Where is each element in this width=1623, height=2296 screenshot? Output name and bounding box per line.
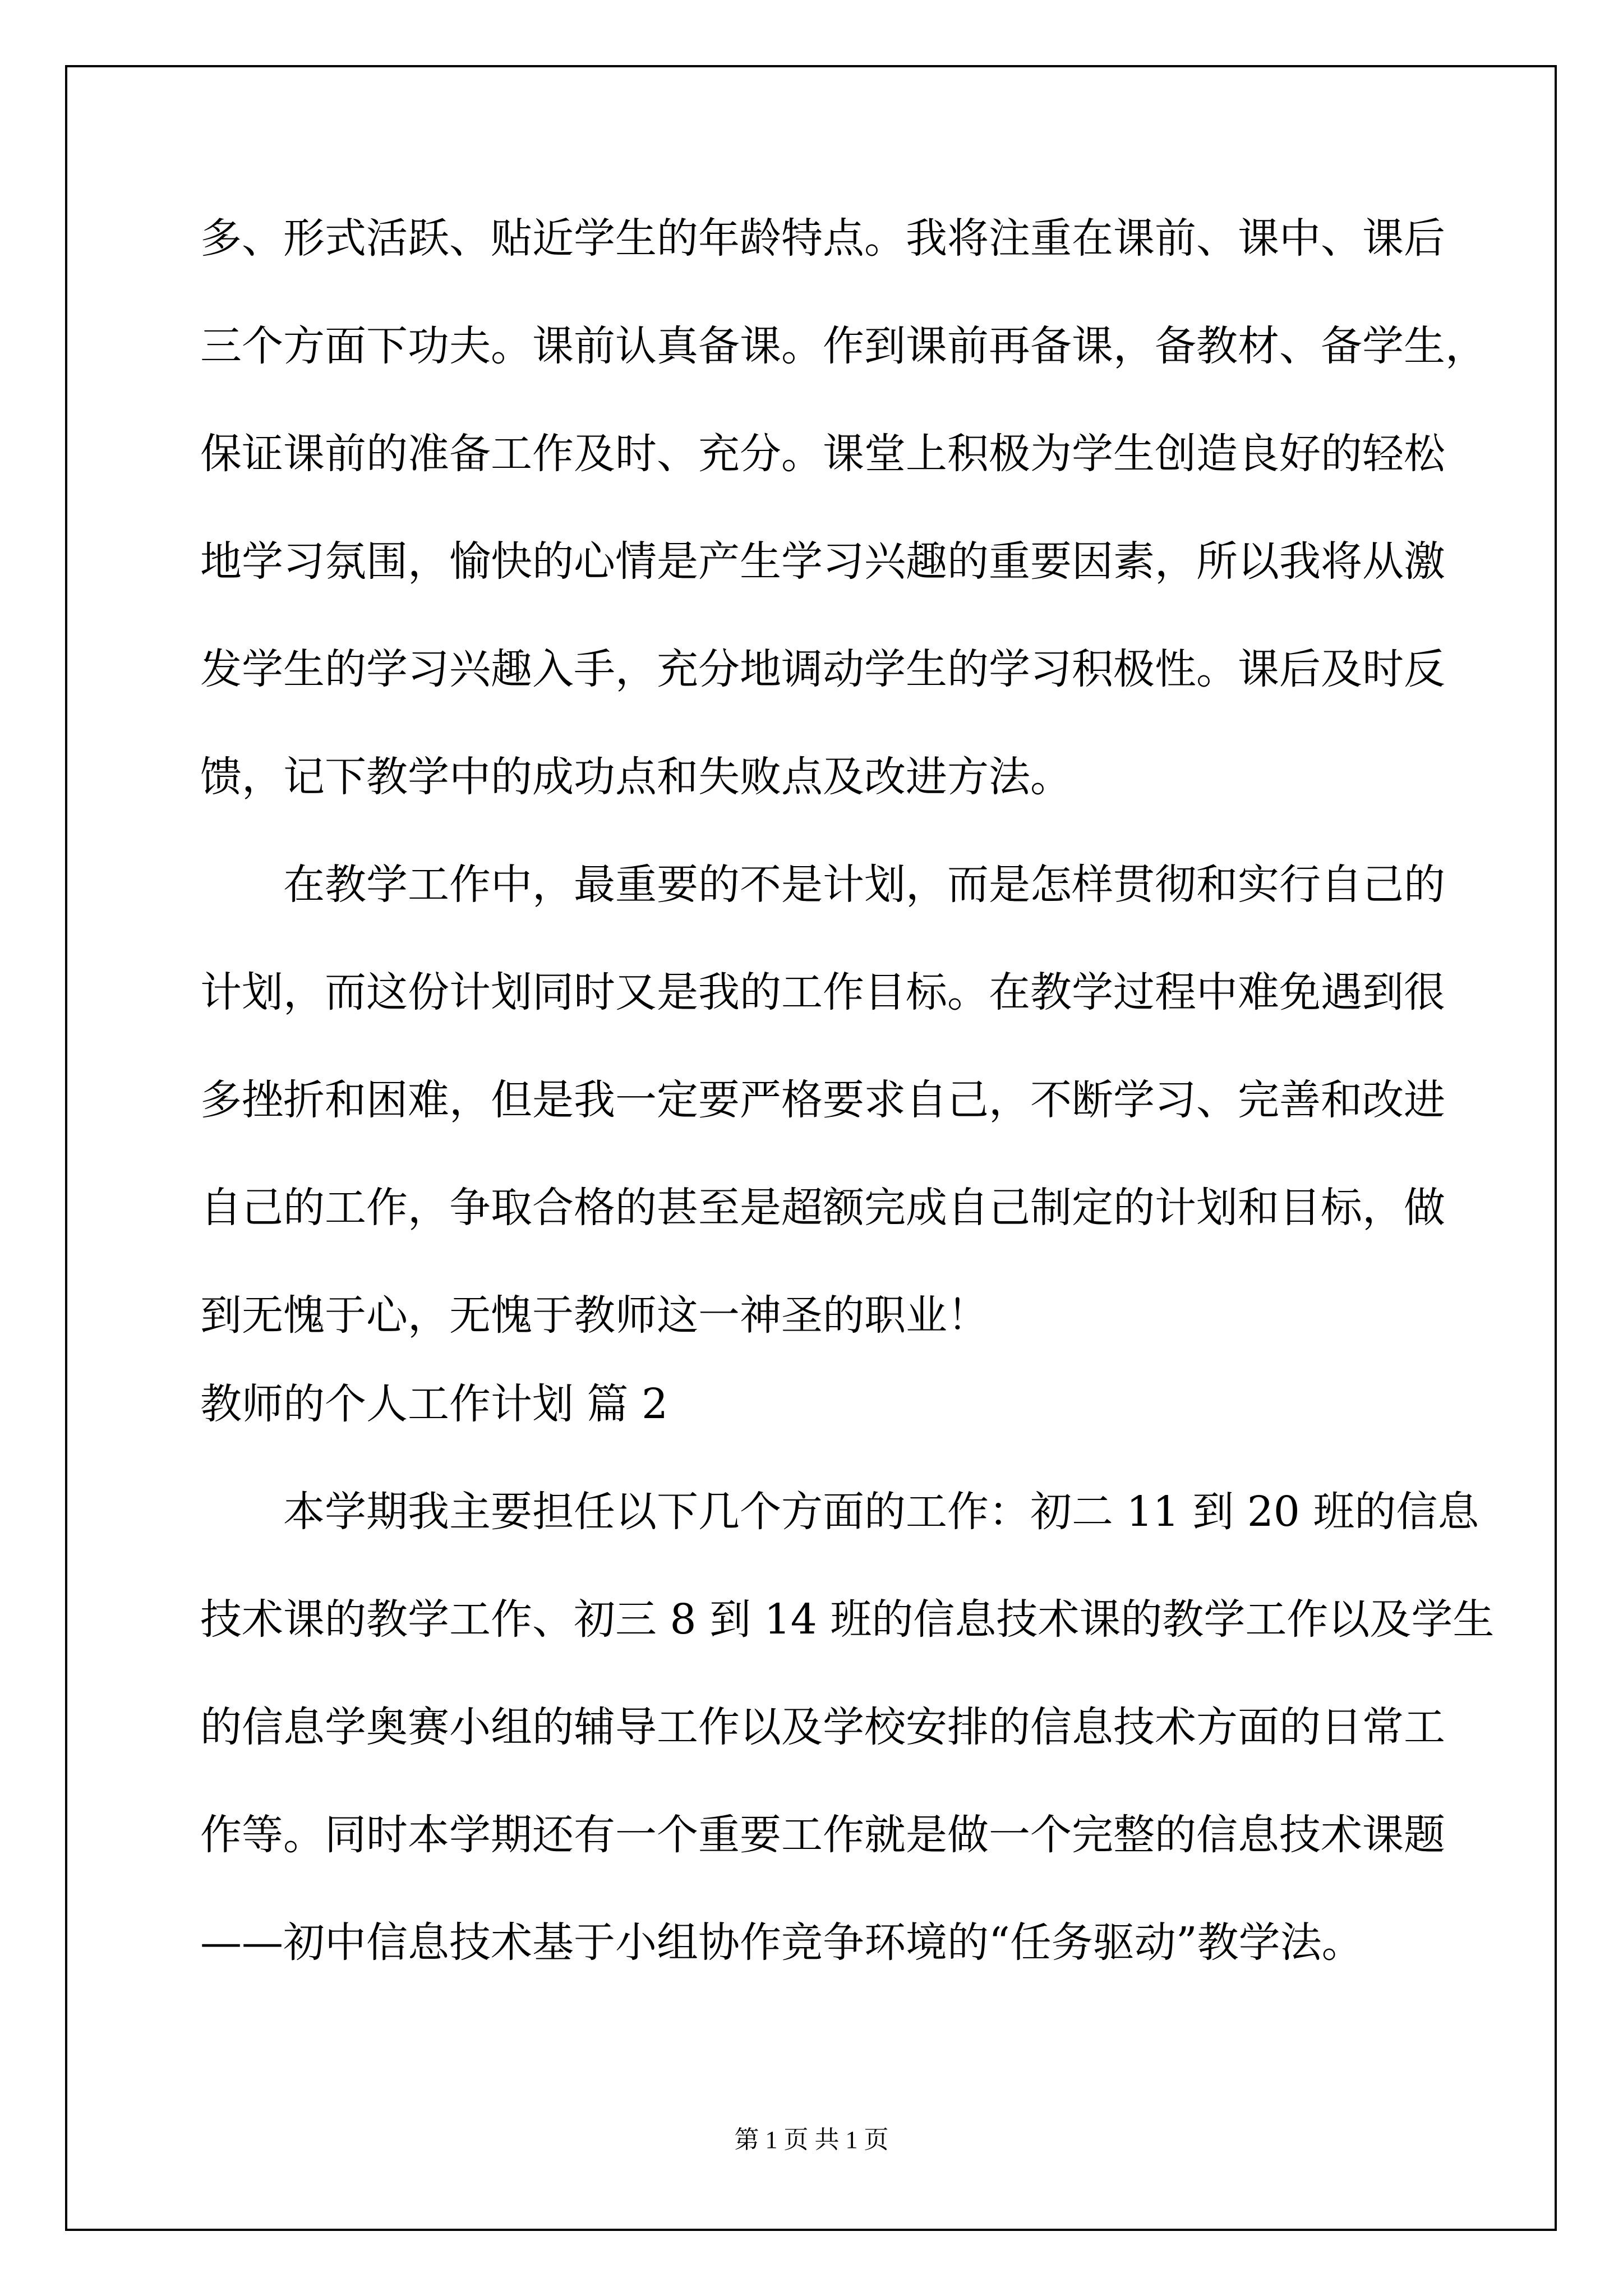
page-number-footer: 第 1 页 共 1 页 <box>734 2126 889 2154</box>
paragraph-line: 计划，而这份计划同时又是我的工作目标。在教学过程中难免遇到很 <box>200 968 1445 1016</box>
paragraph-line: 技术课的教学工作、初三 8 到 14 班的信息技术课的教学工作以及学生 <box>200 1595 1495 1644</box>
paragraph-line: 多挫折和困难，但是我一定要严格要求自己，不断学习、完善和改进 <box>200 1076 1445 1124</box>
paragraph-line: ——初中信息技术基于小组协作竞争环境的“任务驱动”教学法。 <box>200 1918 1363 1967</box>
paragraph-line: 作等。同时本学期还有一个重要工作就是做一个完整的信息技术课题 <box>200 1811 1445 1859</box>
section-heading: 教师的个人工作计划 篇 2 <box>200 1380 668 1428</box>
paragraph-line: 到无愧于心，无愧于教师这一神圣的职业！ <box>200 1291 989 1340</box>
paragraph-line: 馈，记下教学中的成功点和失败点及改进方法。 <box>200 753 1072 801</box>
paragraph-line: 自己的工作，争取合格的甚至是超额完成自己制定的计划和目标，做 <box>200 1184 1445 1232</box>
paragraph-line: 多、形式活跃、贴近学生的年龄特点。我将注重在课前、课中、课后 <box>200 214 1445 263</box>
paragraph-line: 本学期我主要担任以下几个方面的工作：初二 11 到 20 班的信息 <box>283 1488 1479 1536</box>
paragraph-line: 在教学工作中，最重要的不是计划，而是怎样贯彻和实行自己的 <box>283 861 1445 909</box>
paragraph-line: 三个方面下功夫。课前认真备课。作到课前再备课，备教材、备学生， <box>200 322 1487 370</box>
paragraph-line: 地学习氛围，愉快的心情是产生学习兴趣的重要因素，所以我将从激 <box>200 537 1445 586</box>
paragraph-line: 发学生的学习兴趣入手，充分地调动学生的学习积极性。课后及时反 <box>200 645 1445 693</box>
paragraph-line: 保证课前的准备工作及时、充分。课堂上积极为学生创造良好的轻松 <box>200 430 1445 478</box>
page-border <box>65 65 1557 2231</box>
paragraph-line: 的信息学奥赛小组的辅导工作以及学校安排的信息技术方面的日常工 <box>200 1703 1445 1751</box>
